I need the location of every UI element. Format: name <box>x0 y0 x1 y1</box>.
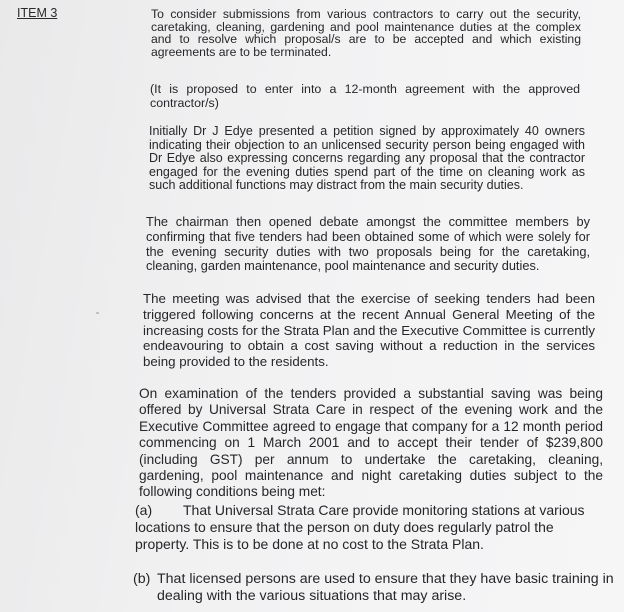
paragraph-tender-background: The meeting was advised that the exercise of seeking tenders had been triggered following concerns at the recent Annual General Meeting of the increasing costs for the Strata Plan and the Executive Committee is currently endeavouring to obtain a cost saving without a reduction in the services being provided to the residents. <box>143 291 595 370</box>
condition-b-text: That licensed persons are used to ensure that they have basic training in dealing with the various situations that may arise. <box>157 571 614 604</box>
condition-a-marker: (a) <box>135 502 153 518</box>
item-heading: ITEM 3 <box>17 6 58 20</box>
paragraph-proposal-note: (It is proposed to enter into a 12-month agreement with the approved contractor/s) <box>150 82 580 110</box>
paragraph-tender-decision: On examination of the tenders provided a substantial saving was being offered by Universal Strata Care in respect of the evening work and the Executive Committee agreed to engage that company for a 12 month period commencing on 1 March 2001 and to accept their tender of $239,800 (including GST) per annum to undertake the caretaking, cleaning, gardening, pool maintenance and night caretaking duties subject to the following conditions being met: <box>139 386 603 500</box>
condition-b-marker: (b) <box>133 571 151 587</box>
condition-a <box>135 502 609 552</box>
condition-b <box>133 571 619 605</box>
condition-a-text: That Universal Strata Care provide monitoring stations at various locations to ensure that the person on duty does regularly patrol the property. This is to be done at no cost to the Strata Plan. <box>135 502 585 552</box>
paragraph-debate: The chairman then opened debate amongst the committee members by confirming that five tenders had been obtained some of which were solely for the evening security duties with two proposals being for the caretaking, cleaning, garden maintenance, pool maintenance and security duties. <box>146 214 590 274</box>
paragraph-item-description: To consider submissions from various contractors to carry out the security, caretaking, cleaning, gardening and pool maintenance duties at the complex and to resolve which proposal/s are to be accepted and which existing agreements are to be terminated. <box>151 7 581 59</box>
paper-speck <box>96 312 99 314</box>
paragraph-petition: Initially Dr J Edye presented a petition signed by approximately 40 owners indicating their objection to an unlicensed security person being engaged with Dr Edye also expressing concerns regarding any proposal that the contractor engaged for the evening duties spend part of the time on cleaning work as such additional functions may distract from the main security duties. <box>149 124 585 193</box>
